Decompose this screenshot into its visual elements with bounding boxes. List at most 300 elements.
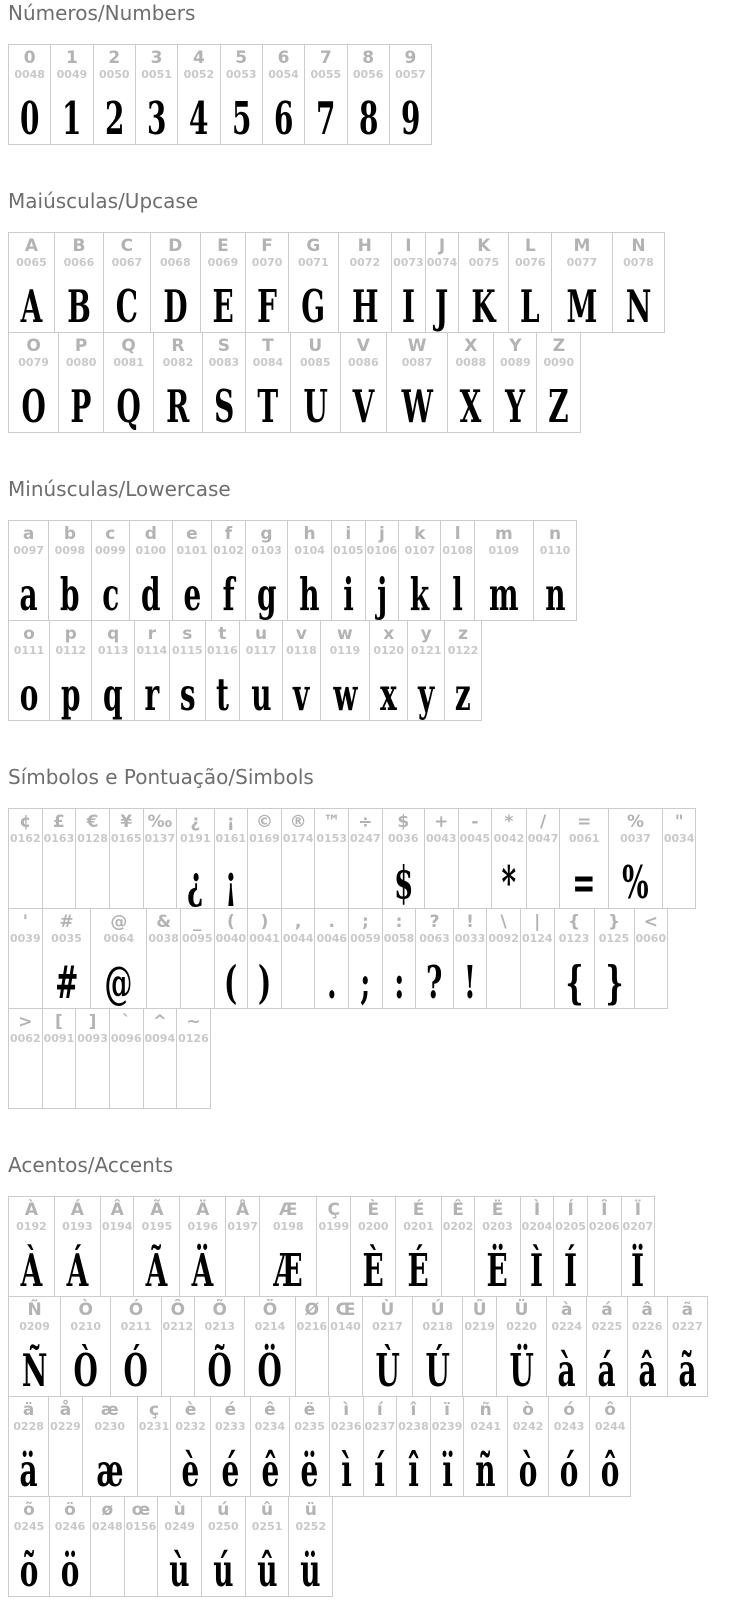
charmap-table	[8, 1296, 708, 1397]
char-cell	[338, 233, 392, 333]
font-glyph: :	[393, 956, 405, 1009]
char-cell	[214, 909, 248, 1009]
char-code: 0036	[387, 832, 419, 845]
glyph-box	[177, 1045, 210, 1108]
font-glyph: I	[401, 280, 415, 333]
glyph-box	[408, 657, 444, 720]
char-cell	[459, 233, 509, 333]
font-glyph: È	[362, 1244, 384, 1297]
char-code: 0054	[268, 68, 299, 81]
glyph-box	[177, 845, 213, 908]
char-cell	[93, 45, 135, 145]
char-cell	[520, 1197, 554, 1297]
char-code: 0105	[332, 544, 364, 557]
char-code: 0076	[514, 256, 546, 269]
char-label: 0	[23, 48, 36, 68]
char-label: Ã	[150, 1200, 164, 1220]
char-label: D	[168, 236, 183, 256]
char-label: .	[328, 912, 336, 932]
char-code: 0243	[553, 1420, 585, 1433]
char-code: 0114	[136, 644, 168, 657]
char-label: >	[18, 1012, 33, 1032]
glyph-box	[321, 657, 370, 720]
font-glyph: ä	[19, 1444, 38, 1497]
char-cell	[349, 809, 383, 909]
font-glyph: á	[597, 1344, 617, 1397]
char-code: 0115	[172, 644, 203, 657]
char-label: Y	[509, 336, 522, 356]
font-glyph: p	[60, 668, 81, 721]
font-glyph: Ú	[425, 1344, 450, 1397]
font-glyph: i	[342, 568, 354, 621]
char-code: 0065	[16, 256, 47, 269]
char-cell	[103, 233, 150, 333]
char-code: 0204	[521, 1220, 553, 1233]
char-cell	[172, 521, 212, 621]
char-code: 0092	[488, 932, 519, 945]
glyph-box	[111, 1333, 160, 1396]
char-code: 0252	[295, 1520, 327, 1533]
char-code: 0224	[551, 1320, 583, 1333]
font-glyph: Á	[66, 1244, 89, 1297]
char-label: £	[53, 812, 65, 832]
font-glyph: ö	[60, 1544, 80, 1597]
char-label: !	[466, 912, 474, 932]
char-cell	[331, 521, 365, 621]
char-cell	[245, 1497, 289, 1597]
char-label: Â	[110, 1200, 124, 1220]
char-code: 0174	[282, 832, 314, 845]
char-label: w	[337, 624, 353, 644]
char-code: 0125	[598, 932, 630, 945]
font-glyph: (	[224, 956, 238, 1009]
char-label: Æ	[278, 1200, 298, 1220]
char-label: A	[24, 236, 39, 256]
char-label: ã	[681, 1300, 694, 1320]
glyph-box	[475, 1233, 519, 1296]
char-code: 0093	[77, 1032, 108, 1045]
char-label: ^	[152, 1012, 167, 1032]
char-cell	[290, 333, 340, 433]
char-label: Ñ	[27, 1300, 42, 1320]
glyph-box	[9, 657, 49, 720]
font-glyph: Ï	[631, 1244, 645, 1297]
char-cell	[135, 45, 177, 145]
font-glyph: %	[622, 856, 649, 909]
charmap-row	[9, 521, 577, 621]
char-code: 0194	[101, 1220, 133, 1233]
char-label: *	[504, 812, 514, 832]
font-glyph: $	[393, 856, 413, 909]
font-glyph: 9	[400, 92, 421, 145]
font-glyph: 5	[231, 92, 251, 145]
char-label: 8	[362, 48, 375, 68]
char-cell	[609, 809, 663, 909]
char-cell	[509, 233, 552, 333]
char-code: 0088	[455, 356, 487, 369]
glyph-box	[330, 1433, 363, 1496]
char-label: Ò	[78, 1300, 93, 1320]
char-code: 0042	[493, 832, 525, 845]
char-label: i	[345, 524, 352, 544]
char-cell	[239, 621, 283, 721]
font-glyph: é	[221, 1444, 240, 1497]
glyph-box	[178, 81, 219, 144]
char-code: 0045	[459, 832, 491, 845]
glyph-box	[43, 1045, 76, 1108]
font-glyph: @	[104, 956, 133, 1009]
glyph-box	[291, 369, 340, 432]
char-code: 0062	[10, 1032, 41, 1045]
glyph-box	[76, 1045, 109, 1108]
char-label: ü	[304, 1500, 317, 1520]
font-glyph: D	[163, 280, 188, 333]
font-glyph: ú	[213, 1544, 234, 1597]
char-code: 0169	[249, 832, 280, 845]
char-code: 0052	[183, 68, 215, 81]
char-label: p	[64, 624, 77, 644]
font-glyph: J	[435, 280, 449, 333]
char-label: f	[224, 524, 233, 544]
char-label: ñ	[479, 1400, 492, 1420]
char-label: :	[395, 912, 403, 932]
char-label: À	[24, 1200, 39, 1220]
char-code: 0118	[286, 644, 317, 657]
glyph-box	[549, 1433, 589, 1496]
font-glyph: e	[182, 568, 201, 621]
glyph-box	[154, 369, 201, 432]
char-label: ;	[362, 912, 369, 932]
glyph-box	[390, 81, 431, 144]
char-label: T	[262, 336, 274, 356]
char-label: [	[55, 1012, 63, 1032]
glyph-box	[494, 369, 536, 432]
char-label: o	[23, 624, 35, 644]
char-label: u	[254, 624, 268, 644]
char-cell	[382, 809, 424, 909]
char-label: y	[420, 624, 432, 644]
glyph-box	[622, 1233, 655, 1296]
char-code: 0091	[43, 1032, 75, 1045]
char-cell	[50, 1497, 91, 1597]
char-cell	[214, 809, 248, 909]
charmap-row	[9, 809, 696, 909]
char-cell	[397, 1397, 431, 1497]
font-glyph: è	[181, 1444, 200, 1497]
char-label: ù	[173, 1500, 186, 1520]
font-glyph: m	[489, 568, 519, 621]
char-label: æ	[100, 1400, 119, 1420]
font-glyph: x	[380, 668, 398, 721]
char-code: 0068	[160, 256, 191, 269]
char-label: ä	[22, 1400, 35, 1420]
glyph-box	[9, 845, 42, 908]
char-cell	[259, 1197, 317, 1297]
char-code: 0079	[18, 356, 49, 369]
char-cell	[134, 1197, 180, 1297]
glyph-box	[9, 1045, 42, 1108]
glyph-box	[663, 845, 696, 908]
font-glyph: C	[115, 280, 138, 333]
char-code: 0111	[13, 644, 45, 657]
char-label: ?	[429, 912, 440, 932]
font-glyph: ü	[300, 1544, 321, 1597]
char-cell	[315, 909, 349, 1009]
font-glyph: r	[144, 668, 160, 721]
char-code: 0046	[316, 932, 348, 945]
char-label: Z	[552, 336, 566, 356]
char-code: 0066	[63, 256, 95, 269]
charmap-table	[8, 1196, 655, 1297]
char-label: í	[376, 1400, 383, 1420]
char-cell	[206, 621, 240, 721]
char-cell	[424, 809, 458, 909]
glyph-box	[55, 1233, 100, 1296]
char-label: \	[500, 912, 507, 932]
char-label: Ï	[634, 1200, 642, 1220]
glyph-box	[49, 1433, 82, 1496]
char-code: 0210	[70, 1320, 102, 1333]
char-label: ÷	[358, 812, 373, 832]
char-code: 0197	[227, 1220, 258, 1233]
char-code: 0245	[13, 1520, 45, 1533]
glyph-box	[212, 557, 245, 620]
glyph-box	[43, 845, 76, 908]
font-glyph: Í	[564, 1244, 578, 1297]
char-cell	[9, 621, 50, 721]
char-code: 0059	[350, 932, 381, 945]
glyph-box	[464, 1433, 507, 1496]
glyph-box	[144, 845, 177, 908]
char-cell	[143, 809, 177, 909]
char-label: ç	[148, 1400, 160, 1420]
char-code: 0227	[671, 1320, 703, 1333]
glyph-box	[555, 945, 594, 1008]
char-label: =	[577, 812, 592, 832]
glyph-box	[151, 269, 200, 332]
char-label: r	[147, 624, 156, 644]
glyph-box	[211, 1433, 250, 1496]
char-cell	[594, 909, 634, 1009]
glyph-box	[110, 845, 143, 908]
char-cell	[200, 233, 245, 333]
char-label: E	[217, 236, 229, 256]
glyph-box	[329, 1333, 362, 1396]
font-glyph: ã	[678, 1344, 697, 1397]
glyph-box	[288, 557, 331, 620]
char-label: K	[477, 236, 491, 256]
char-code: 0211	[120, 1320, 152, 1333]
char-code: 0165	[110, 832, 142, 845]
char-label: ‰	[147, 812, 173, 832]
char-code: 0071	[298, 256, 329, 269]
font-glyph: Ã	[146, 1244, 168, 1297]
font-glyph: 6	[273, 92, 294, 145]
font-glyph: ¡	[224, 856, 237, 909]
font-glyph: B	[67, 280, 91, 333]
char-code: 0037	[620, 832, 651, 845]
char-label: 5	[235, 48, 248, 68]
char-label: Œ	[335, 1300, 356, 1320]
glyph-box	[587, 1333, 626, 1396]
glyph-box	[397, 1433, 430, 1496]
char-label: G	[306, 236, 321, 256]
font-glyph: î	[408, 1444, 419, 1497]
char-code: 0051	[141, 68, 172, 81]
glyph-box	[363, 1333, 412, 1396]
char-label: 1	[66, 48, 78, 68]
glyph-box	[315, 945, 348, 1008]
char-cell	[150, 233, 200, 333]
char-code: 0077	[566, 256, 598, 269]
char-code: 0137	[144, 832, 176, 845]
font-glyph: ¿	[187, 856, 204, 909]
font-glyph: ?	[426, 956, 443, 1009]
font-glyph: y	[418, 668, 435, 721]
char-code: 0033	[454, 932, 486, 945]
char-label: ô	[604, 1400, 616, 1420]
char-code: 0123	[558, 932, 590, 945]
char-code: 0128	[77, 832, 108, 845]
glyph-box	[83, 1433, 137, 1496]
char-cell	[226, 1197, 260, 1297]
char-code: 0248	[92, 1520, 123, 1533]
char-code: 0200	[357, 1220, 389, 1233]
char-label: %	[626, 812, 644, 832]
char-cell	[526, 809, 560, 909]
font-glyph: S	[213, 380, 234, 433]
glyph-box	[282, 945, 315, 1008]
char-code: 0201	[403, 1220, 434, 1233]
glyph-box	[364, 1433, 397, 1496]
char-cell	[134, 621, 169, 721]
char-label: é	[224, 1400, 237, 1420]
char-code: 0242	[512, 1420, 544, 1433]
char-label: õ	[23, 1500, 35, 1520]
glyph-box	[537, 369, 580, 432]
font-glyph: Ü	[509, 1344, 534, 1397]
char-cell	[49, 1397, 83, 1497]
glyph-box	[431, 1433, 464, 1496]
char-label: /	[539, 812, 547, 832]
char-cell	[9, 909, 43, 1009]
glyph-box	[206, 657, 239, 720]
char-code: 0060	[635, 932, 667, 945]
char-cell	[82, 1397, 137, 1497]
font-glyph: 2	[104, 92, 124, 145]
char-code: 0117	[245, 644, 277, 657]
char-code: 0237	[364, 1420, 396, 1433]
char-label: ~	[186, 1012, 201, 1032]
char-label: ¢	[19, 812, 32, 832]
font-glyph: Y	[505, 380, 526, 433]
char-cell	[124, 1497, 158, 1597]
glyph-box	[130, 557, 171, 620]
char-code: 0217	[372, 1320, 403, 1333]
char-label: Ü	[514, 1300, 529, 1320]
char-cell	[109, 1009, 143, 1109]
section-title: Acentos/Accents	[8, 1153, 174, 1177]
char-code: 0094	[144, 1032, 176, 1045]
char-label: à	[561, 1300, 573, 1320]
char-cell	[389, 45, 431, 145]
char-code: 0038	[148, 932, 179, 945]
font-glyph: É	[407, 1244, 430, 1297]
char-code: 0231	[138, 1420, 170, 1433]
char-cell	[537, 333, 581, 433]
char-label: c	[105, 524, 116, 544]
glyph-box	[442, 1233, 475, 1296]
char-code: 0099	[95, 544, 126, 557]
char-label: +	[434, 812, 449, 832]
char-label: ™	[323, 812, 341, 832]
char-cell	[289, 233, 338, 333]
char-cell	[76, 1009, 110, 1109]
glyph-box	[492, 845, 526, 908]
char-code: 0081	[113, 356, 144, 369]
char-cell	[667, 1297, 707, 1397]
glyph-box	[9, 1333, 60, 1396]
char-code: 0250	[208, 1520, 239, 1533]
font-glyph: K	[471, 280, 497, 333]
char-cell	[370, 621, 408, 721]
char-cell	[246, 333, 291, 433]
glyph-box	[43, 945, 91, 1008]
char-cell	[248, 909, 282, 1009]
char-cell	[42, 809, 76, 909]
font-glyph: õ	[19, 1544, 39, 1597]
char-cell	[458, 809, 492, 909]
font-glyph: V	[352, 380, 375, 433]
char-label: €	[86, 812, 99, 832]
char-label: t	[218, 624, 227, 644]
char-cell	[54, 1197, 100, 1297]
char-label: -	[471, 812, 479, 832]
char-code: 0082	[162, 356, 194, 369]
char-code: 0100	[135, 544, 167, 557]
charmap-table	[8, 1008, 211, 1109]
char-label: Ø	[304, 1300, 320, 1320]
char-cell	[9, 1197, 55, 1297]
char-cell	[54, 233, 103, 333]
char-code: 0156	[125, 1520, 157, 1533]
glyph-box	[263, 81, 304, 144]
glyph-box	[9, 1233, 54, 1296]
glyph-box	[348, 81, 389, 144]
char-cell	[496, 1297, 546, 1397]
char-label: Ù	[380, 1300, 395, 1320]
char-label: e	[186, 524, 198, 544]
char-label: ö	[64, 1500, 76, 1520]
font-glyph: H	[351, 280, 378, 333]
font-glyph: G	[301, 280, 326, 333]
charmap-row	[9, 1009, 211, 1109]
char-code: 0053	[225, 68, 257, 81]
char-cell	[382, 909, 416, 1009]
font-glyph: t	[215, 668, 229, 721]
char-label: &	[156, 912, 172, 932]
char-label: û	[261, 1500, 274, 1520]
char-cell	[212, 521, 246, 621]
charmap-table	[8, 44, 432, 145]
char-cell	[262, 45, 304, 145]
glyph-box	[366, 557, 399, 620]
font-glyph: v	[293, 668, 310, 721]
glyph-box	[635, 945, 668, 1008]
char-code: 0048	[14, 68, 45, 81]
char-cell	[487, 909, 521, 1009]
glyph-box	[104, 369, 153, 432]
